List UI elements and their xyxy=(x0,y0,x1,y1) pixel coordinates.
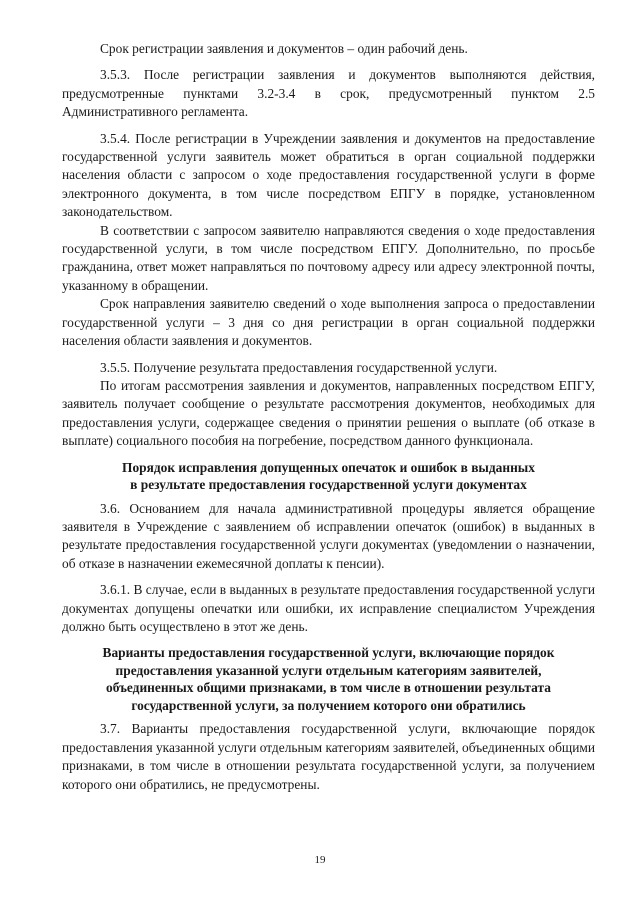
paragraph: Срок регистрации заявления и документов – один рабочий день. xyxy=(100,41,468,56)
paragraph: 3.6. Основанием для начала административной процедуры является обращение заявителя в Учреждение с заявлением об исправлении опечаток (ошибок) в выданных в результате предоставления государственной услуги документах (уведомлении о назначении, об отказе в назначении ежемесячной доплаты к пенсии). xyxy=(62,500,595,571)
section-heading-line: государственной услуги, за получением которого они обратились xyxy=(131,697,526,713)
page-number: 19 xyxy=(314,854,326,866)
section-heading-line: предоставления указанной услуги отдельным категориям заявителей, xyxy=(115,662,542,678)
paragraph: 3.5.3. После регистрации заявления и документов выполняются действия, предусмотренные пунктами 3.2-3.4 в срок, предусмотренный пунктом 2.5 Административного регламента. xyxy=(62,67,595,120)
paragraph: 3.6.1. В случае, если в выданных в результате предоставления государственной услуги документах допущены опечатки или ошибки, их исправление специалистом Учреждения должно быть осуществлено в этот же день. xyxy=(62,582,595,634)
section-heading xyxy=(62,459,595,494)
section-heading-line: Порядок исправления допущенных опечаток и ошибок в выданных xyxy=(122,459,535,475)
section-heading-line: Варианты предоставления государственной услуги, включающие порядок xyxy=(102,645,555,661)
paragraph: В соответствии с запросом заявителю направляются сведения о ходе предоставления государственной услуги, в том числе посредством ЕПГУ. Дополнительно, по просьбе гражданина, ответ может направляться по почтовому адресу или адресу электронной почты, указанному в обращении. xyxy=(62,222,595,293)
document-page xyxy=(62,40,595,802)
paragraph: Срок направления заявителю сведений о ходе выполнения запроса о предоставлении государственной услуги – 3 дня со дня регистрации в орган социальной поддержки населения области заявления и документов. xyxy=(62,296,595,349)
section-heading-line: объединенных общими признаками, в том числе в отношении результата xyxy=(106,680,551,696)
section-heading-line: в результате предоставления государственной услуги документах xyxy=(130,477,527,493)
section-heading xyxy=(62,644,595,714)
paragraph: 3.5.5. Получение результата предоставления государственной услуги. xyxy=(100,359,498,375)
paragraph: 3.5.4. После регистрации в Учреждении заявления и документов на предоставление государственной услуги заявитель может обратиться в орган социальной поддержки населения области с запросом о ходе предоставления государственной услуги в форме электронного документа, в том числе посредством ЕПГУ в порядке, установленном законодательством. xyxy=(62,130,595,220)
paragraph: По итогам рассмотрения заявления и документов, направленных посредством ЕПГУ, заявитель получает сообщение о результате рассмотрения документов, необходимых для предоставления услуги, содержащее сведения о принятии решения о выплате (об отказе в выплате) социального пособия на погребение, посредством данного функционала. xyxy=(62,377,595,449)
paragraph: 3.7. Варианты предоставления государственной услуги, включающие порядок предоставления указанной услуги отдельным категориям заявителей, объединенных общими признаками, в том числе в отношении результата государственной услуги, за получением которого они обратились, не предусмотрены. xyxy=(62,721,595,792)
